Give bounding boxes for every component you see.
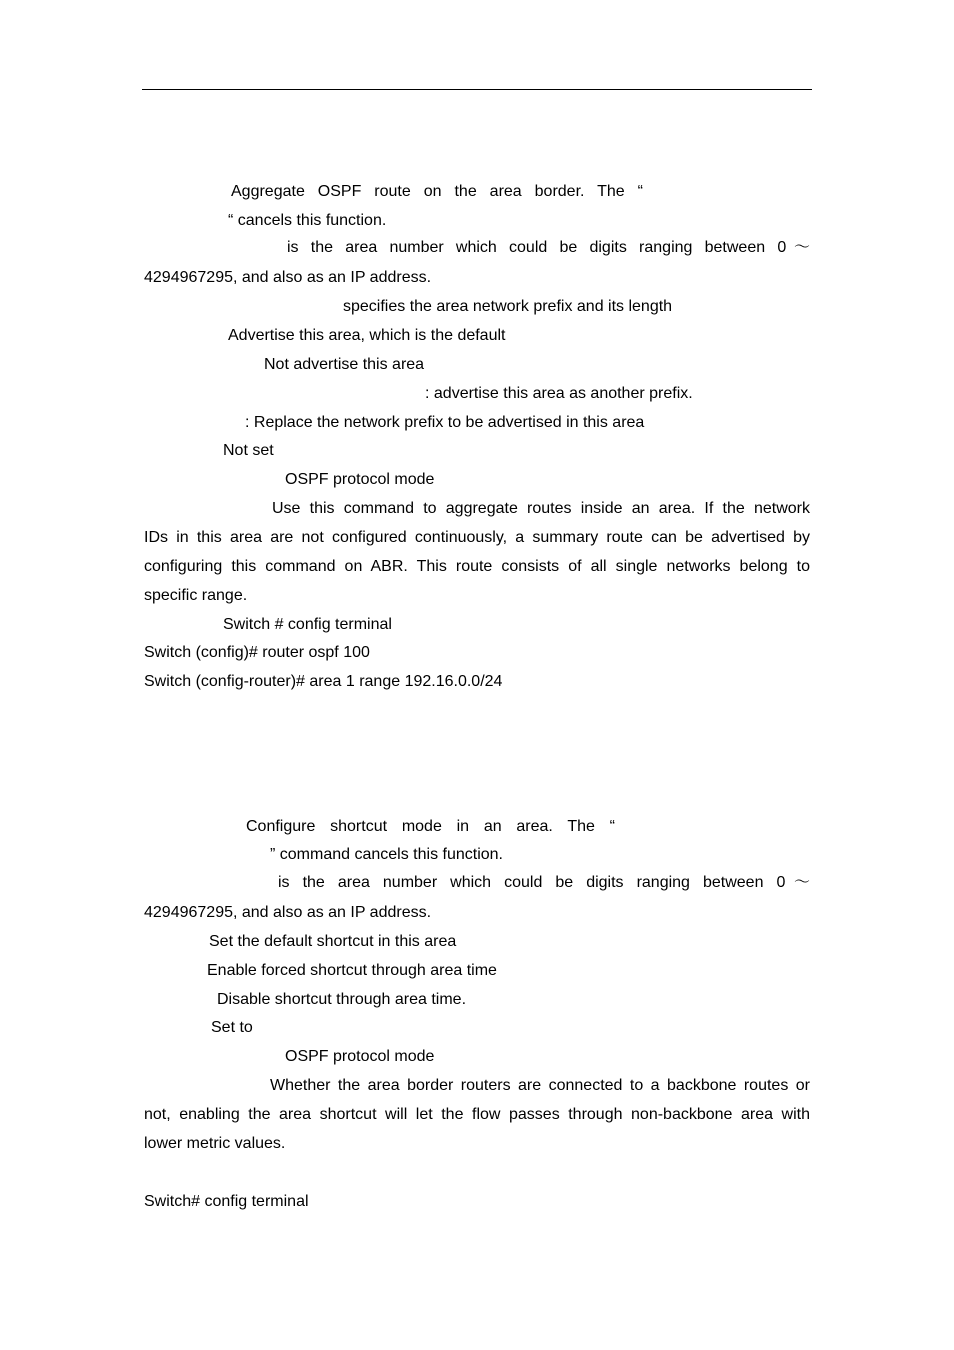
s2-param-enable: Enable forced shortcut through area time: [207, 962, 497, 979]
s1-example-line-3: Switch (config-router)# area 1 range 192.16.0.0/24: [144, 673, 503, 690]
s1-mode: OSPF protocol mode: [285, 471, 435, 488]
s1-guide-line-1: Use this command to aggregate routes inside an area. If the network: [272, 500, 810, 517]
s2-guide-line-3: lower metric values.: [144, 1135, 286, 1152]
s1-param-line-1: is the area number which could be digits ranging between 0～: [287, 239, 810, 256]
s1-guide-line-2: IDs in this area are not configured continuously, a summary route can be advertised by: [144, 529, 810, 546]
s2-example-line-1: Switch# config terminal: [144, 1193, 309, 1210]
s2-param-line-2: 4294967295, and also as an IP address.: [144, 904, 432, 921]
s2-usage-line-2: ” command cancels this function.: [270, 846, 503, 863]
s1-param-prefix: specifies the area network prefix and its length: [343, 298, 673, 315]
s1-param-line-2: 4294967295, and also as an IP address.: [144, 269, 432, 286]
s2-param-disable: Disable shortcut through area time.: [217, 991, 467, 1008]
s2-usage-line-1: Configure shortcut mode in an area. The “: [246, 818, 615, 835]
header-rule: [142, 89, 812, 90]
s1-example-line-2: Switch (config)# router ospf 100: [144, 644, 370, 661]
s2-guide-line-1: Whether the area border routers are connected to a backbone routes or: [270, 1077, 810, 1094]
s1-param-substitute: : Replace the network prefix to be advertised in this area: [245, 414, 645, 431]
s2-param-line-1: is the area number which could be digits ranging between 0～: [278, 874, 810, 891]
s1-usage-line-2: “ cancels this function.: [228, 212, 387, 229]
s1-param-advertise: Advertise this area, which is the default: [228, 327, 506, 344]
s1-guide-line-4: specific range.: [144, 587, 248, 604]
s1-example-line-1: Switch # config terminal: [223, 616, 392, 633]
s2-default: Set to: [211, 1019, 253, 1036]
s1-default: Not set: [223, 442, 274, 459]
s2-guide-line-2: not, enabling the area shortcut will let the flow passes through non-backbone area with: [144, 1106, 810, 1123]
s1-usage-line-1: Aggregate OSPF route on the area border. The “: [231, 183, 643, 200]
s1-guide-line-3: configuring this command on ABR. This route consists of all single networks belong to: [144, 558, 810, 575]
s1-param-not-advertise: Not advertise this area: [264, 356, 425, 373]
s1-param-advertise-as: : advertise this area as another prefix.: [425, 385, 693, 402]
s2-param-default: Set the default shortcut in this area: [209, 933, 457, 950]
s2-mode: OSPF protocol mode: [285, 1048, 435, 1065]
